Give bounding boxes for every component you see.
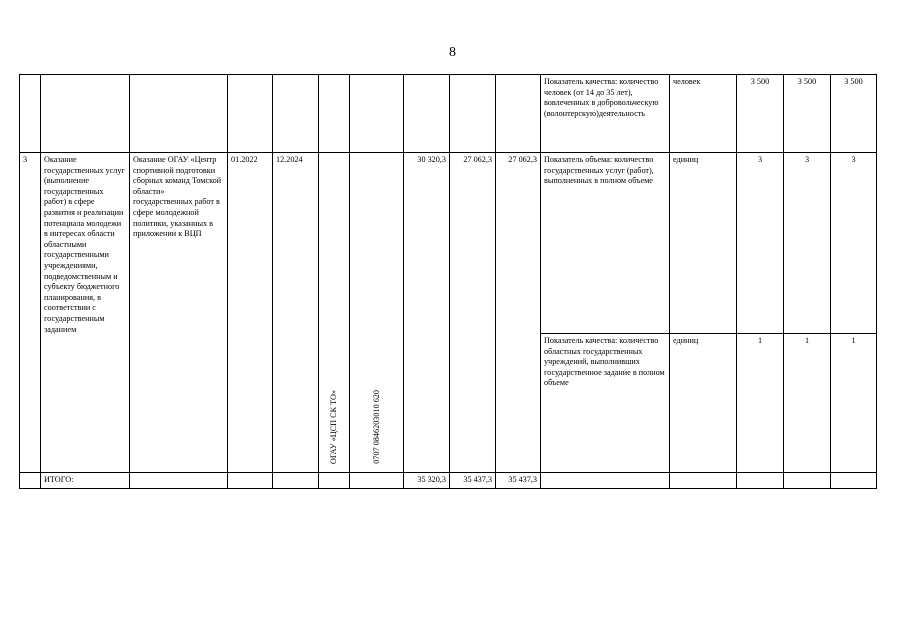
row-number: 3: [20, 153, 41, 473]
cell-empty: [228, 473, 273, 489]
value-cell: 3 500: [831, 75, 877, 153]
cell-empty: [450, 75, 496, 153]
cell-empty: [784, 473, 831, 489]
cell-empty: [350, 75, 404, 153]
table-row-3a: [20, 153, 877, 334]
value-cell: 3: [784, 153, 831, 334]
total-year-3: 35 437,3: [496, 473, 541, 489]
cell-empty: [41, 75, 130, 153]
cell-empty: [737, 473, 784, 489]
value-cell: 3: [737, 153, 784, 334]
end-date: 12.2024: [273, 153, 319, 473]
value-cell: 1: [737, 334, 784, 473]
task-cell: Оказание государственных услуг (выполнение государственных работ) в сфере развития и реализации потенциала молодежи в интересах области областными государственными учреждениями, подведомственным и субъекту бюджетного планирования, в соответствии с государственным заданием: [41, 153, 130, 473]
executor-text: ОГАУ «ЦСП СК ТО»: [329, 389, 338, 464]
cell-empty: [20, 75, 41, 153]
indicator-cell: Показатель объема: количество государственных услуг (работ), выполненных в полном объеме: [541, 153, 670, 334]
cell-empty: [831, 473, 877, 489]
unit-cell: единиц: [670, 153, 737, 334]
indicator-cell: Показатель качества: количество человек (от 14 до 35 лет), вовлеченных в добровольческую (волонтерскую)деятельность: [541, 75, 670, 153]
finance-year-3: 27 062,3: [496, 153, 541, 473]
value-cell: 3: [831, 153, 877, 334]
cell-empty: [496, 75, 541, 153]
value-cell: 3 500: [737, 75, 784, 153]
executor-cell: [319, 153, 350, 473]
value-cell: 3 500: [784, 75, 831, 153]
table-row-prev: [20, 75, 877, 153]
cell-empty: [130, 473, 228, 489]
cell-empty: [130, 75, 228, 153]
finance-year-1: 30 320,3: [404, 153, 450, 473]
cell-empty: [273, 75, 319, 153]
cell-empty: [20, 473, 41, 489]
start-date: 01.2022: [228, 153, 273, 473]
finance-year-2: 27 062,3: [450, 153, 496, 473]
event-cell: Оказание ОГАУ «Центр спортивной подготовки сборных команд Томской области» государственных работ в сфере молодежной политики, указанных в приложении к ВЦП: [130, 153, 228, 473]
cell-empty: [670, 473, 737, 489]
value-cell: 1: [784, 334, 831, 473]
program-table: [19, 74, 877, 489]
cell-empty: [404, 75, 450, 153]
unit-cell: человек: [670, 75, 737, 153]
kbk-text: 0707 0846203010 620: [371, 390, 381, 464]
total-label: ИТОГО:: [41, 473, 130, 489]
cell-empty: [319, 473, 350, 489]
total-year-2: 35 437,3: [450, 473, 496, 489]
cell-empty: [273, 473, 319, 489]
cell-empty: [350, 473, 404, 489]
value-cell: 1: [831, 334, 877, 473]
unit-cell: единиц: [670, 334, 737, 473]
kbk-cell: [350, 153, 404, 473]
page-number: 8: [449, 45, 456, 60]
cell-empty: [541, 473, 670, 489]
total-year-1: 35 320,3: [404, 473, 450, 489]
total-row: [20, 473, 877, 489]
cell-empty: [319, 75, 350, 153]
cell-empty: [228, 75, 273, 153]
indicator-cell: Показатель качества: количество областных государственных учреждений, выполнивших государственное задание в полном объеме: [541, 334, 670, 473]
